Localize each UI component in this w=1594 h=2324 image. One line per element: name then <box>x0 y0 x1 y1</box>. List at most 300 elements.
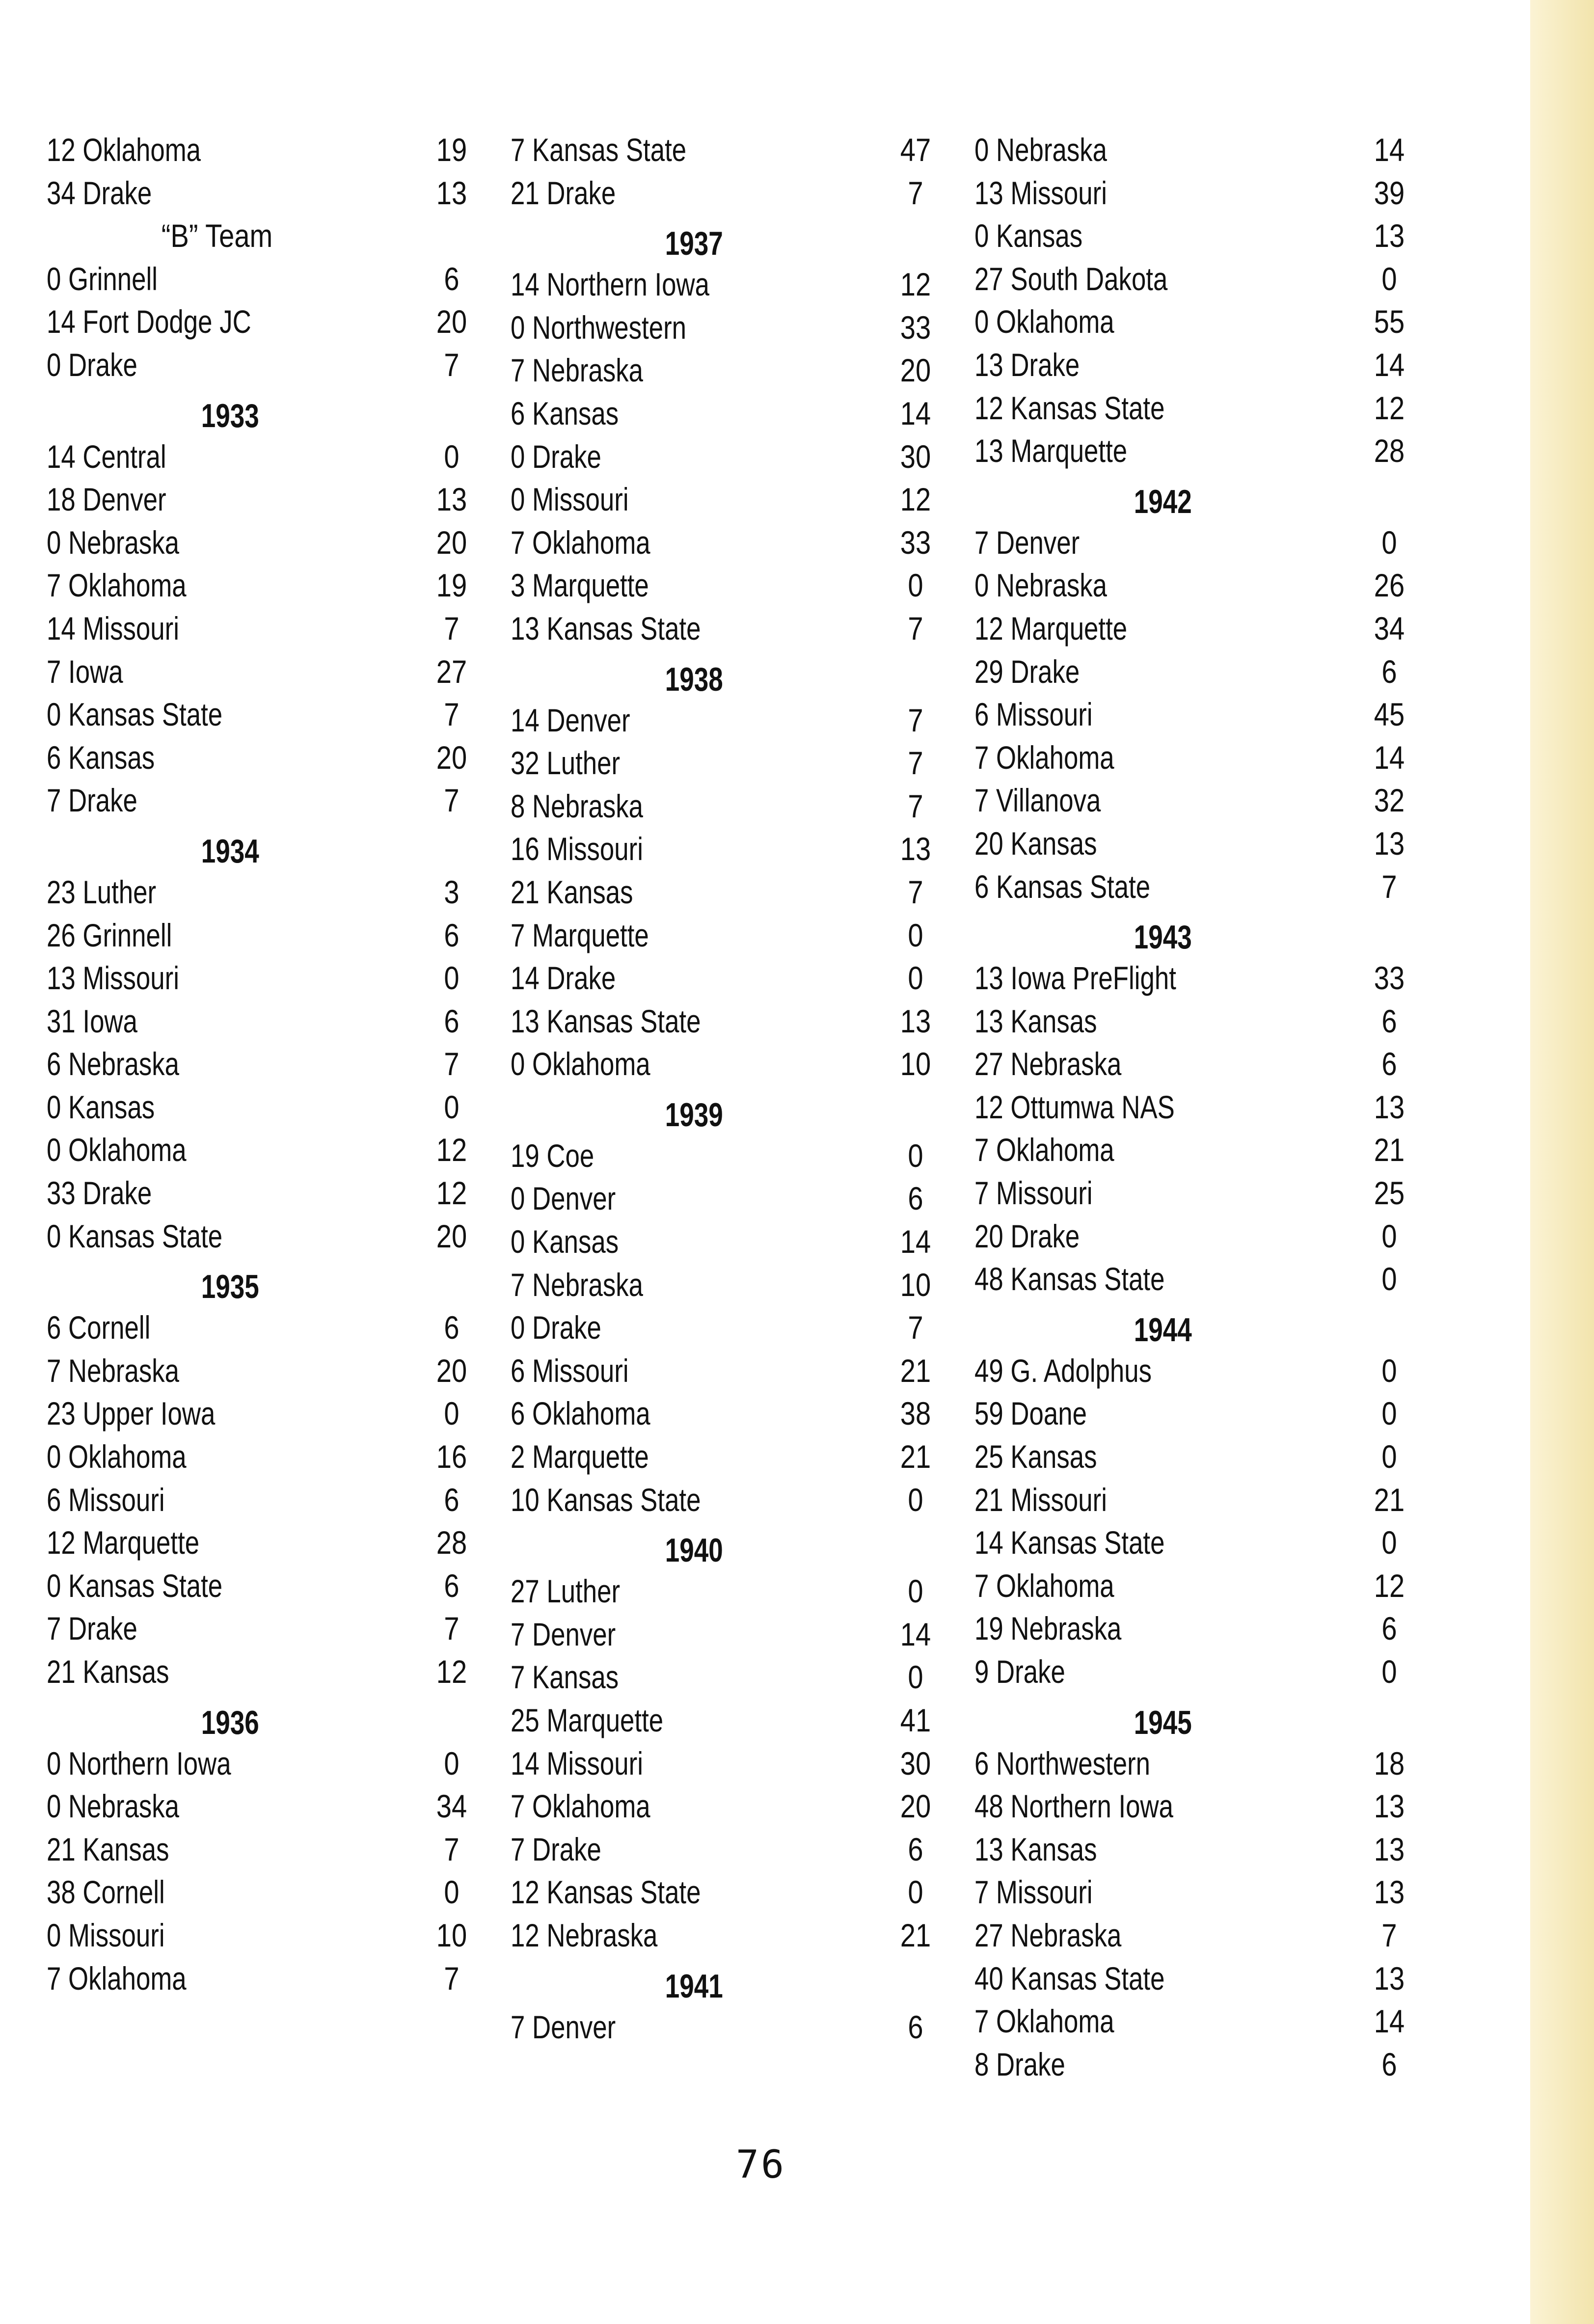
opponent-score: 30 <box>900 438 931 475</box>
score-and-opponent: 49 G. Adolphus <box>974 1352 1152 1389</box>
game-result-row <box>511 1656 943 1699</box>
score-and-opponent: 6 Missouri <box>47 1481 165 1518</box>
game-result-row <box>974 1086 1416 1129</box>
score-and-opponent: 0 Kansas State <box>47 696 223 733</box>
score-and-opponent: 7 Denver <box>974 524 1080 561</box>
game-result-row <box>974 1350 1416 1393</box>
score-and-opponent: 13 Iowa PreFlight <box>974 960 1176 997</box>
score-and-opponent: 14 Northern Iowa <box>511 266 710 303</box>
opponent-score: 7 <box>1381 1917 1397 1953</box>
score-and-opponent: 7 Iowa <box>47 653 123 690</box>
score-and-opponent: 14 Kansas State <box>974 1524 1165 1561</box>
score-and-opponent: 12 Nebraska <box>511 1917 658 1953</box>
game-result-row <box>47 1086 479 1129</box>
game-result-row <box>974 693 1416 736</box>
game-result-row <box>974 1479 1416 1522</box>
game-result-row <box>511 957 943 1000</box>
game-result-row <box>511 1871 943 1914</box>
score-and-opponent: 0 Missouri <box>511 481 629 518</box>
game-result-row <box>511 1828 943 1871</box>
opponent-score: 33 <box>900 309 931 346</box>
opponent-score: 0 <box>908 1659 923 1696</box>
opponent-score: 13 <box>436 174 467 211</box>
opponent-score: 0 <box>444 1874 459 1911</box>
opponent-score: 20 <box>436 1352 467 1389</box>
opponent-score: 0 <box>908 1874 923 1911</box>
opponent-score: 19 <box>436 567 467 604</box>
score-and-opponent: 7 Villanova <box>974 782 1101 819</box>
game-result-row <box>511 1435 943 1479</box>
opponent-score: 7 <box>444 1610 459 1647</box>
game-result-row <box>974 1565 1416 1608</box>
score-and-opponent: 0 Nebraska <box>974 132 1108 168</box>
game-result-row <box>511 478 943 521</box>
game-result-row <box>511 699 943 742</box>
score-and-opponent: 13 Missouri <box>47 960 179 997</box>
game-result-row <box>47 1435 479 1479</box>
season-year-heading: 1934 <box>201 832 259 870</box>
game-result-row <box>974 1650 1416 1694</box>
game-result-row <box>511 1785 943 1828</box>
opponent-score: 39 <box>1374 174 1405 211</box>
opponent-score: 14 <box>900 395 931 432</box>
score-and-opponent: 13 Drake <box>974 346 1080 383</box>
score-and-opponent: 6 Missouri <box>974 696 1093 733</box>
game-result-row <box>511 1742 943 1785</box>
game-result-row <box>974 1435 1416 1479</box>
season-year-heading: 1935 <box>201 1268 259 1306</box>
game-result-row <box>974 1521 1416 1565</box>
opponent-score: 0 <box>444 960 459 997</box>
score-and-opponent: 0 Nebraska <box>47 524 180 561</box>
score-and-opponent: 6 Missouri <box>511 1352 629 1389</box>
score-and-opponent: 0 Kansas State <box>47 1567 223 1604</box>
opponent-score: 6 <box>1381 2046 1397 2082</box>
opponent-score: 6 <box>1381 1046 1397 1082</box>
score-and-opponent: 13 Kansas State <box>511 610 701 647</box>
score-and-opponent: 7 Nebraska <box>511 352 644 389</box>
opponent-score: 6 <box>444 1002 459 1039</box>
score-and-opponent: 25 Marquette <box>511 1702 664 1738</box>
results-column-1 <box>47 129 479 2000</box>
game-result-row <box>511 785 943 828</box>
game-result-row <box>974 1828 1416 1871</box>
opponent-score: 0 <box>444 1745 459 1782</box>
score-and-opponent: 6 Oklahoma <box>511 1395 650 1432</box>
opponent-score: 7 <box>908 787 923 824</box>
opponent-score: 21 <box>900 1438 931 1475</box>
opponent-score: 0 <box>1381 1217 1397 1254</box>
score-and-opponent: 40 Kansas State <box>974 1960 1165 1997</box>
game-result-row <box>974 650 1416 694</box>
game-result-row <box>47 1914 479 1957</box>
opponent-score: 10 <box>900 1266 931 1303</box>
score-and-opponent: 14 Denver <box>511 702 630 738</box>
opponent-score: 0 <box>444 1395 459 1432</box>
game-result-row <box>974 1043 1416 1086</box>
game-result-row <box>47 564 479 607</box>
score-and-opponent: 0 Kansas <box>47 1088 155 1125</box>
opponent-score: 12 <box>900 266 931 303</box>
game-result-row <box>974 2000 1416 2043</box>
game-result-row <box>974 1215 1416 1258</box>
opponent-score: 6 <box>444 1481 459 1518</box>
game-result-row <box>511 1177 943 1220</box>
game-result-row <box>511 1135 943 1178</box>
season-year-heading: 1945 <box>1134 1703 1192 1741</box>
score-and-opponent: 7 Oklahoma <box>974 739 1114 776</box>
game-result-row <box>511 392 943 435</box>
score-and-opponent: 14 Central <box>47 438 166 475</box>
opponent-score: 0 <box>1381 524 1397 561</box>
opponent-score: 0 <box>1381 260 1397 297</box>
opponent-score: 21 <box>1374 1132 1405 1168</box>
opponent-score: 0 <box>908 1573 923 1610</box>
opponent-score: 0 <box>908 567 923 604</box>
score-and-opponent: 7 Denver <box>511 2008 616 2045</box>
game-result-row <box>47 1785 479 1828</box>
opponent-score: 41 <box>900 1702 931 1738</box>
score-and-opponent: 0 Nebraska <box>47 1788 180 1825</box>
page-edge <box>1530 0 1594 2324</box>
game-result-row <box>47 1043 479 1086</box>
score-and-opponent: 34 Drake <box>47 174 152 211</box>
game-result-row <box>974 822 1416 865</box>
score-and-opponent: 14 Missouri <box>511 1745 643 1782</box>
opponent-score: 7 <box>908 610 923 647</box>
season-year-heading: 1940 <box>665 1532 723 1569</box>
score-and-opponent: 27 Nebraska <box>974 1046 1122 1082</box>
opponent-score: 55 <box>1374 303 1405 340</box>
opponent-score: 14 <box>1374 2003 1405 2040</box>
opponent-score: 27 <box>436 653 467 690</box>
score-and-opponent: 10 Kansas State <box>511 1481 701 1518</box>
opponent-score: 6 <box>444 1567 459 1604</box>
season-year-heading: 1933 <box>201 397 259 434</box>
score-and-opponent: 0 Grinnell <box>47 260 158 297</box>
game-result-row <box>511 607 943 650</box>
opponent-score: 0 <box>1381 1395 1397 1432</box>
game-result-row <box>47 871 479 914</box>
game-result-row <box>511 1043 943 1086</box>
opponent-score: 20 <box>436 1217 467 1254</box>
opponent-score: 13 <box>900 831 931 867</box>
game-result-row <box>974 607 1416 650</box>
score-and-opponent: 48 Northern Iowa <box>974 1788 1174 1825</box>
game-result-row <box>47 1742 479 1785</box>
score-and-opponent: 7 Missouri <box>974 1175 1093 1212</box>
game-result-row <box>47 1172 479 1215</box>
opponent-score: 12 <box>436 1653 467 1690</box>
game-result-row <box>974 215 1416 258</box>
results-column-3 <box>974 129 1416 2086</box>
opponent-score: 18 <box>1374 1745 1405 1782</box>
results-column-2 <box>511 129 943 2049</box>
game-result-row <box>974 1785 1416 1828</box>
opponent-score: 3 <box>444 873 459 910</box>
opponent-score: 0 <box>1381 1438 1397 1475</box>
score-and-opponent: 27 Nebraska <box>974 1917 1122 1953</box>
season-year-heading: 1943 <box>1134 919 1192 956</box>
game-result-row <box>974 521 1416 565</box>
score-and-opponent: 7 Kansas State <box>511 132 687 168</box>
score-and-opponent: 31 Iowa <box>47 1002 137 1039</box>
score-and-opponent: 0 Oklahoma <box>511 1046 650 1082</box>
opponent-score: 7 <box>908 174 923 211</box>
score-and-opponent: 6 Kansas <box>47 739 155 776</box>
opponent-score: 0 <box>908 1481 923 1518</box>
score-and-opponent: 21 Kansas <box>47 1653 169 1690</box>
score-and-opponent: 38 Cornell <box>47 1874 165 1911</box>
opponent-score: 7 <box>908 745 923 782</box>
score-and-opponent: 7 Nebraska <box>47 1352 180 1389</box>
game-result-row <box>511 129 943 172</box>
score-and-opponent: 12 Ottumwa NAS <box>974 1088 1175 1125</box>
score-and-opponent: 23 Luther <box>47 873 157 910</box>
game-result-row <box>511 742 943 785</box>
game-result-row <box>974 1957 1416 2000</box>
opponent-score: 13 <box>1374 825 1405 862</box>
opponent-score: 0 <box>1381 1261 1397 1297</box>
game-result-row <box>47 1306 479 1350</box>
game-result-row <box>47 1871 479 1914</box>
score-and-opponent: 6 Northwestern <box>974 1745 1151 1782</box>
game-result-row <box>511 1699 943 1742</box>
score-and-opponent: 20 Kansas <box>974 825 1097 862</box>
opponent-score: 20 <box>900 1788 931 1825</box>
opponent-score: 30 <box>900 1745 931 1782</box>
opponent-score: 0 <box>908 960 923 997</box>
score-and-opponent: 3 Marquette <box>511 567 649 604</box>
opponent-score: 10 <box>436 1917 467 1953</box>
score-and-opponent: 33 Drake <box>47 1175 152 1212</box>
game-result-row <box>974 300 1416 344</box>
opponent-score: 20 <box>436 524 467 561</box>
score-and-opponent: 13 Kansas <box>974 1002 1097 1039</box>
season-year-heading: 1938 <box>665 660 723 698</box>
score-and-opponent: 59 Doane <box>974 1395 1087 1432</box>
opponent-score: 7 <box>908 702 923 738</box>
opponent-score: 6 <box>1381 653 1397 690</box>
game-result-row <box>511 1264 943 1307</box>
game-result-row <box>974 564 1416 607</box>
opponent-score: 6 <box>1381 1610 1397 1647</box>
opponent-score: 12 <box>436 1132 467 1168</box>
score-and-opponent: 19 Coe <box>511 1137 594 1174</box>
score-and-opponent: 21 Drake <box>511 174 616 211</box>
game-result-row <box>511 1000 943 1043</box>
score-and-opponent: 6 Cornell <box>47 1309 151 1346</box>
game-result-row <box>47 1129 479 1172</box>
score-and-opponent: 7 Nebraska <box>511 1266 644 1303</box>
score-and-opponent: 21 Kansas <box>511 873 633 910</box>
score-and-opponent: 48 Kansas State <box>974 1261 1165 1297</box>
opponent-score: 12 <box>900 481 931 518</box>
score-and-opponent: 0 Kansas <box>974 217 1083 254</box>
game-result-row <box>47 129 479 172</box>
score-and-opponent: 23 Upper Iowa <box>47 1395 216 1432</box>
opponent-score: 20 <box>900 352 931 389</box>
game-result-row <box>511 1479 943 1522</box>
score-and-opponent: 18 Denver <box>47 481 166 518</box>
score-and-opponent: 0 Kansas State <box>47 1217 223 1254</box>
game-result-row <box>511 435 943 479</box>
game-result-row <box>974 1914 1416 1957</box>
game-result-row <box>974 1000 1416 1043</box>
game-result-row <box>47 1565 479 1608</box>
game-result-row <box>47 914 479 957</box>
score-and-opponent: 6 Kansas State <box>974 868 1151 905</box>
score-and-opponent: 14 Drake <box>511 960 616 997</box>
game-result-row <box>511 1570 943 1613</box>
opponent-score: 0 <box>908 917 923 953</box>
game-result-row <box>47 344 479 387</box>
game-result-row <box>47 1479 479 1522</box>
score-and-opponent: 6 Nebraska <box>47 1046 180 1082</box>
season-year-heading: 1944 <box>1134 1311 1192 1349</box>
opponent-score: 45 <box>1374 696 1405 733</box>
score-and-opponent: 8 Nebraska <box>511 787 644 824</box>
game-result-row <box>511 828 943 871</box>
game-result-row <box>974 1392 1416 1435</box>
opponent-score: 10 <box>900 1046 931 1082</box>
game-result-row <box>47 1215 479 1258</box>
team-subheading: “B” Team <box>161 217 273 254</box>
score-and-opponent: 7 Oklahoma <box>974 2003 1114 2040</box>
score-and-opponent: 2 Marquette <box>511 1438 649 1475</box>
score-and-opponent: 7 Denver <box>511 1616 616 1652</box>
game-result-row <box>511 1350 943 1393</box>
game-result-row <box>47 478 479 521</box>
opponent-score: 21 <box>900 1352 931 1389</box>
game-result-row <box>511 1306 943 1350</box>
game-result-row <box>974 1258 1416 1301</box>
opponent-score: 38 <box>900 1395 931 1432</box>
score-and-opponent: 0 Drake <box>511 438 601 475</box>
game-result-row <box>47 650 479 694</box>
game-result-row <box>974 2043 1416 2086</box>
opponent-score: 0 <box>908 1137 923 1174</box>
game-result-row <box>511 172 943 215</box>
score-and-opponent: 0 Oklahoma <box>47 1132 187 1168</box>
score-and-opponent: 6 Kansas <box>511 395 619 432</box>
opponent-score: 13 <box>1374 1960 1405 1997</box>
game-result-row <box>47 1521 479 1565</box>
opponent-score: 32 <box>1374 782 1405 819</box>
game-result-row <box>47 172 479 215</box>
game-result-row <box>47 1828 479 1871</box>
season-year-heading: 1937 <box>665 225 723 263</box>
game-result-row <box>47 521 479 565</box>
season-year-heading: 1936 <box>201 1703 259 1741</box>
score-and-opponent: 7 Oklahoma <box>47 1960 187 1997</box>
game-result-row <box>511 2006 943 2049</box>
opponent-score: 6 <box>1381 1002 1397 1039</box>
opponent-score: 13 <box>900 1002 931 1039</box>
opponent-score: 7 <box>908 873 923 910</box>
opponent-score: 14 <box>1374 739 1405 776</box>
score-and-opponent: 14 Missouri <box>47 610 179 647</box>
score-and-opponent: 26 Grinnell <box>47 917 172 953</box>
opponent-score: 0 <box>1381 1352 1397 1389</box>
opponent-score: 34 <box>436 1788 467 1825</box>
game-result-row <box>511 1220 943 1264</box>
score-and-opponent: 7 Oklahoma <box>511 524 650 561</box>
score-and-opponent: 13 Marquette <box>974 432 1128 469</box>
opponent-score: 16 <box>436 1438 467 1475</box>
game-result-row <box>47 1350 479 1393</box>
game-result-row <box>511 306 943 350</box>
score-and-opponent: 7 Kansas <box>511 1659 619 1696</box>
game-result-row <box>511 1914 943 1957</box>
opponent-score: 0 <box>1381 1524 1397 1561</box>
opponent-score: 19 <box>436 132 467 168</box>
game-result-row <box>974 1742 1416 1785</box>
opponent-score: 14 <box>900 1223 931 1260</box>
score-and-opponent: 16 Missouri <box>511 831 643 867</box>
game-result-row <box>47 1650 479 1694</box>
opponent-score: 0 <box>444 438 459 475</box>
game-result-row <box>974 736 1416 780</box>
score-and-opponent: 12 Kansas State <box>974 389 1165 426</box>
game-result-row <box>511 349 943 392</box>
season-year-heading: 1941 <box>665 1967 723 2005</box>
opponent-score: 33 <box>1374 960 1405 997</box>
opponent-score: 6 <box>444 1309 459 1346</box>
opponent-score: 7 <box>1381 868 1397 905</box>
score-and-opponent: 7 Oklahoma <box>47 567 187 604</box>
opponent-score: 14 <box>900 1616 931 1652</box>
opponent-score: 6 <box>444 917 459 953</box>
opponent-score: 6 <box>908 1831 923 1867</box>
game-result-row <box>47 957 479 1000</box>
score-and-opponent: 27 South Dakota <box>974 260 1168 297</box>
score-and-opponent: 7 Oklahoma <box>511 1788 650 1825</box>
opponent-score: 7 <box>444 1046 459 1082</box>
season-year-heading: 1939 <box>665 1096 723 1134</box>
opponent-score: 7 <box>444 696 459 733</box>
score-and-opponent: 12 Marquette <box>47 1524 200 1561</box>
game-result-row <box>974 430 1416 473</box>
opponent-score: 20 <box>436 303 467 340</box>
game-result-row <box>974 387 1416 430</box>
score-and-opponent: 7 Drake <box>47 782 137 819</box>
game-result-row <box>974 344 1416 387</box>
score-and-opponent: 7 Drake <box>47 1610 137 1647</box>
opponent-score: 13 <box>436 481 467 518</box>
score-and-opponent: 8 Drake <box>974 2046 1065 2082</box>
opponent-score: 47 <box>900 132 931 168</box>
score-and-opponent: 25 Kansas <box>974 1438 1097 1475</box>
opponent-score: 28 <box>436 1524 467 1561</box>
game-result-row <box>974 129 1416 172</box>
opponent-score: 14 <box>1374 132 1405 168</box>
game-result-row <box>47 693 479 736</box>
game-result-row <box>511 914 943 957</box>
opponent-score: 20 <box>436 739 467 776</box>
score-and-opponent: 0 Northern Iowa <box>47 1745 231 1782</box>
opponent-score: 21 <box>1374 1481 1405 1518</box>
game-result-row <box>511 263 943 306</box>
game-result-row <box>511 1392 943 1435</box>
score-and-opponent: 0 Oklahoma <box>974 303 1114 340</box>
opponent-score: 13 <box>1374 1788 1405 1825</box>
season-year-heading: 1942 <box>1134 483 1192 520</box>
game-result-row <box>974 957 1416 1000</box>
opponent-score: 12 <box>1374 1567 1405 1604</box>
score-and-opponent: 29 Drake <box>974 653 1080 690</box>
game-result-row <box>47 300 479 344</box>
